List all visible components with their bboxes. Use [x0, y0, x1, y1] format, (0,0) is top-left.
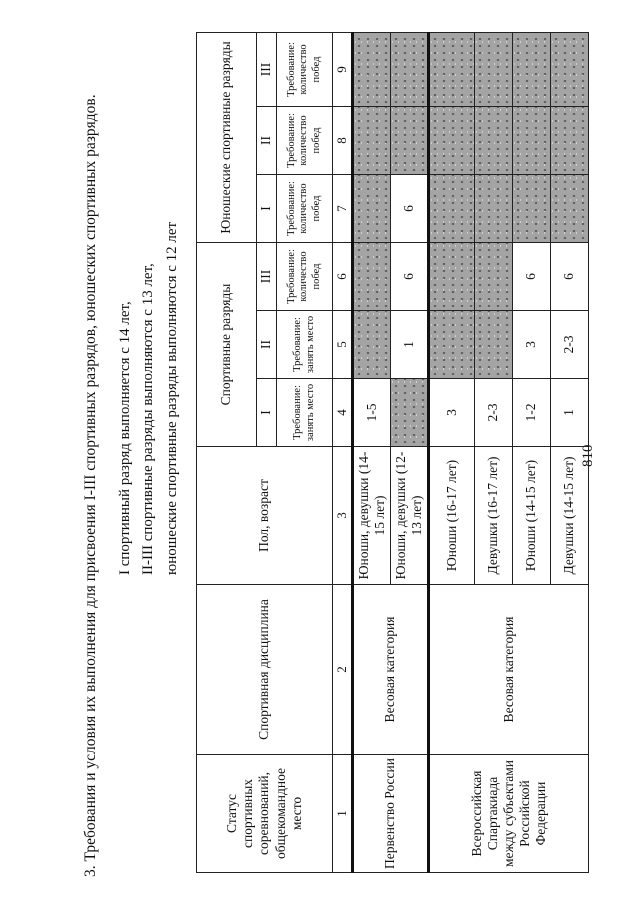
req-place-I: Требование: занять место [277, 379, 333, 447]
shaded-cell [353, 106, 391, 174]
col-number: 9 [333, 32, 353, 106]
req-wins-youth-III: Требование: количество побед [277, 32, 333, 106]
shaded-cell [353, 174, 391, 242]
shaded-cell [429, 242, 475, 310]
req-place-II: Требование: занять место [277, 311, 333, 379]
note-rank-II-III: II-III спортивные разряды выполняются с 13 лет, [140, 263, 156, 575]
shaded-cell [475, 311, 513, 379]
discipline-cell: Весовая категория [429, 585, 589, 755]
header-rank-III: III [257, 242, 277, 310]
shaded-cell [551, 174, 589, 242]
col-number: 7 [333, 174, 353, 242]
col-number: 3 [333, 447, 353, 585]
shaded-cell [391, 106, 429, 174]
shaded-cell [513, 106, 551, 174]
value-cell: 6 [551, 242, 589, 310]
shaded-cell [429, 32, 475, 106]
header-youth-ranks: Юношеские спортивные разряды [197, 32, 257, 242]
value-cell: 6 [391, 174, 429, 242]
col-number: 4 [333, 379, 353, 447]
col-number: 2 [333, 585, 353, 755]
header-discipline: Спортивная дисциплина [197, 585, 333, 755]
discipline-cell: Весовая категория [353, 585, 429, 755]
value-cell: 2-3 [475, 379, 513, 447]
value-cell: 2-3 [551, 311, 589, 379]
value-cell: 1-5 [353, 379, 391, 447]
sex-age-cell: Девушки (16-17 лет) [475, 447, 513, 585]
value-cell: 3 [513, 311, 551, 379]
shaded-cell [475, 242, 513, 310]
shaded-cell [429, 174, 475, 242]
shaded-cell [475, 32, 513, 106]
value-cell: 6 [391, 242, 429, 310]
col-number: 8 [333, 106, 353, 174]
page-number: 810 [580, 444, 596, 467]
header-status: Статус спортивных соревнований, общекомандное место [197, 755, 333, 873]
status-cell: Первенство России [353, 755, 429, 873]
value-cell: 6 [513, 242, 551, 310]
col-number: 6 [333, 242, 353, 310]
header-rank-I: I [257, 379, 277, 447]
req-wins-youth-II: Требование: количество побед [277, 106, 333, 174]
shaded-cell [551, 32, 589, 106]
shaded-cell [353, 32, 391, 106]
req-wins-youth-I: Требование: количество побед [277, 174, 333, 242]
sex-age-cell: Юноши (14-15 лет) [513, 447, 551, 585]
header-sport-ranks: Спортивные разряды [197, 242, 257, 446]
sex-age-cell: Юноши, девушки (12-13 лет) [391, 447, 429, 585]
note-rank-I: I спортивный разряд выполняется с 14 лет, [117, 301, 133, 575]
shaded-cell [475, 174, 513, 242]
header-youth-rank-II: II [257, 106, 277, 174]
shaded-cell [551, 106, 589, 174]
shaded-cell [429, 311, 475, 379]
shaded-cell [429, 106, 475, 174]
shaded-cell [353, 242, 391, 310]
sex-age-cell: Девушки (14-15 лет) [551, 447, 589, 585]
shaded-cell [513, 32, 551, 106]
col-number: 5 [333, 311, 353, 379]
shaded-cell [513, 174, 551, 242]
status-cell: Всероссийская Спартакиада между субъектами Российской Федерации [429, 755, 589, 873]
req-wins-III: Требование: количество побед [277, 242, 333, 310]
sex-age-cell: Юноши, девушки (14-15 лет) [353, 447, 391, 585]
value-cell: 1 [391, 311, 429, 379]
shaded-cell [391, 379, 429, 447]
value-cell: 1 [551, 379, 589, 447]
shaded-cell [391, 32, 429, 106]
value-cell: 3 [429, 379, 475, 447]
value-cell: 1-2 [513, 379, 551, 447]
requirements-table [196, 32, 589, 873]
section-heading: 3. Требования и условия их выполнения для присвоения I-III спортивных разрядов, юношеских спортивных разрядов. [82, 94, 99, 877]
header-sex-age: Пол, возраст [197, 447, 333, 585]
shaded-cell [475, 106, 513, 174]
col-number: 1 [333, 755, 353, 873]
note-youth-ranks: юношеские спортивные разряды выполняются с 12 лет [164, 221, 180, 575]
header-youth-rank-III: III [257, 32, 277, 106]
shaded-cell [353, 311, 391, 379]
header-youth-rank-I: I [257, 174, 277, 242]
header-rank-II: II [257, 311, 277, 379]
sex-age-cell: Юноши (16-17 лет) [429, 447, 475, 585]
